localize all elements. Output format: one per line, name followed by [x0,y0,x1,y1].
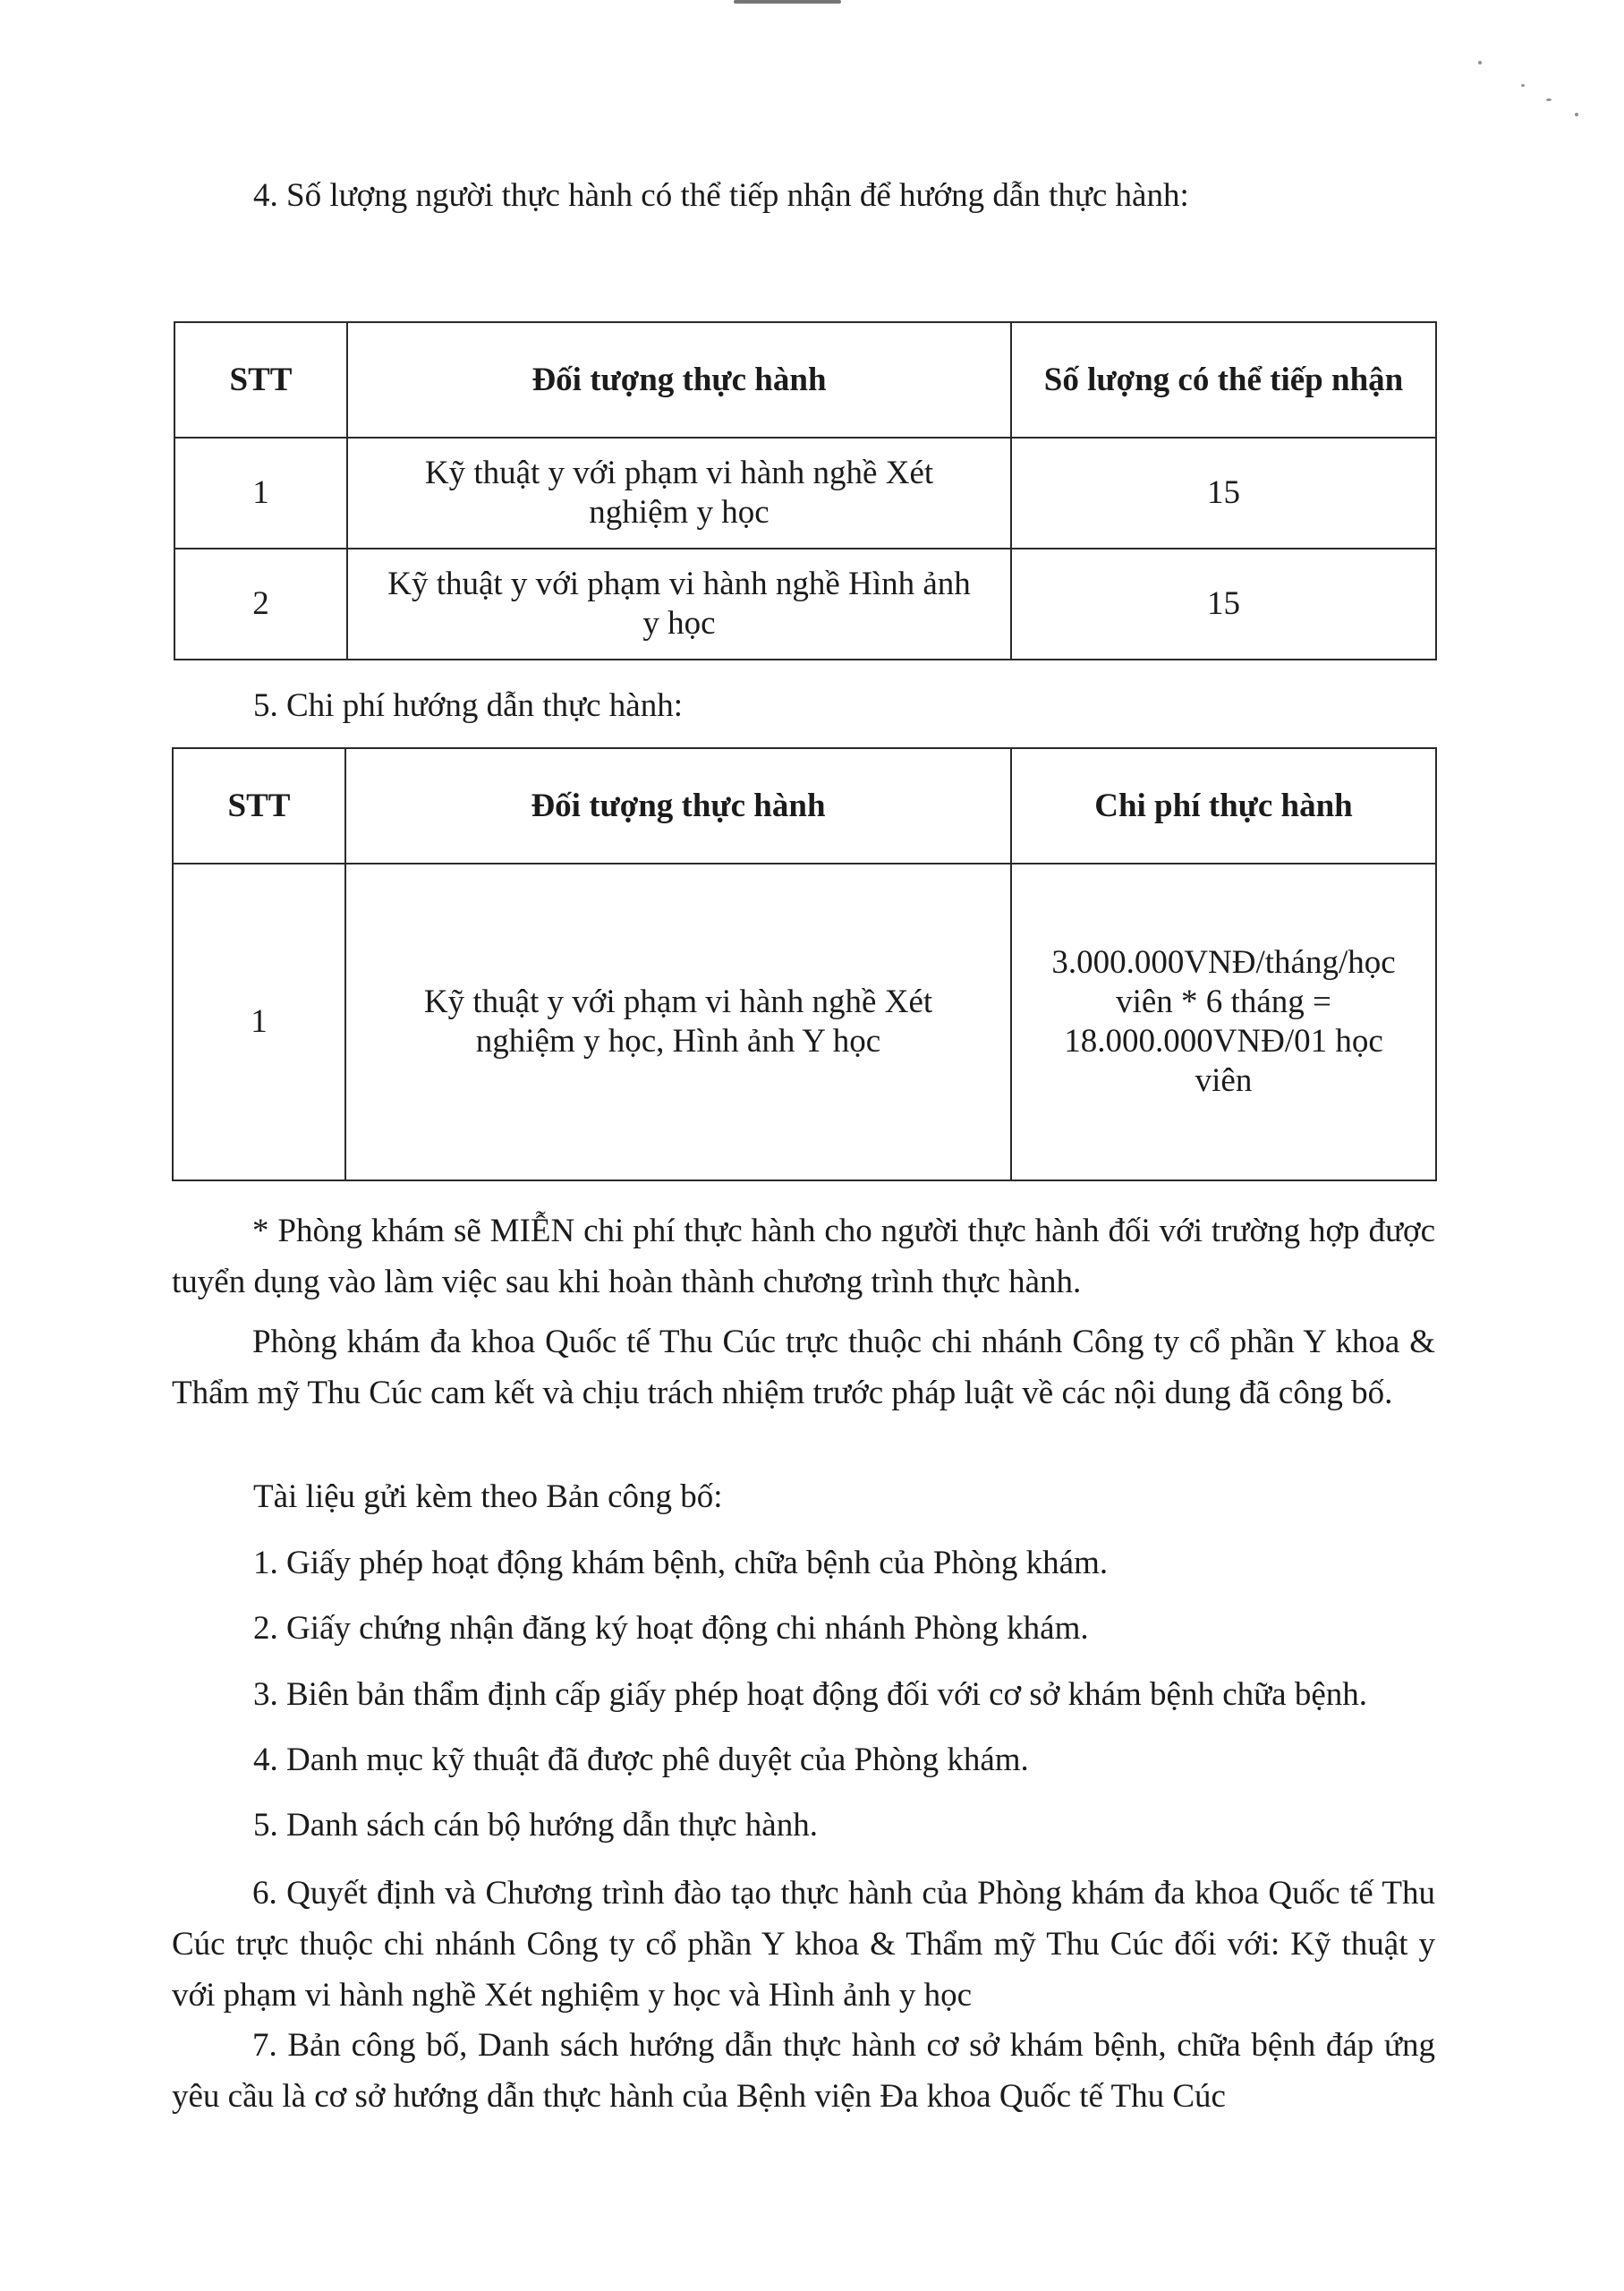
commitment-paragraph: Phòng khám đa khoa Quốc tế Thu Cúc trực thuộc chi nhánh Công ty cổ phần Y khoa & Thẩm mỹ Thu Cúc cam kết và chịu trách nhiệm trước pháp luật về các nội dung đã công bố. [172,1324,1435,1411]
section-5-heading: 5. Chi phí hướng dẫn thực hành: [253,687,683,724]
scan-speck [1575,113,1578,116]
table-header-row [173,748,1436,864]
cell-stt: 1 [173,864,345,1180]
header-stt: STT [173,748,345,864]
cell-subject: Kỹ thuật y với phạm vi hành nghề Xét nghiệm y học, Hình ảnh Y học [345,864,1011,1180]
scan-artifact-top [734,0,841,4]
cell-stt: 1 [174,438,347,549]
exemption-note: * Phòng khám sẽ MIỄN chi phí thực hành cho người thực hành đối với trường hợp được tuyển dụng vào làm việc sau khi hoàn thành chương trình thực hành. [172,1213,1435,1300]
capacity-table [174,321,1437,660]
attachment-item: 2. Giấy chứng nhận đăng ký hoạt động chi nhánh Phòng khám. [253,1610,1089,1647]
attachments-intro: Tài liệu gửi kèm theo Bản công bố: [253,1478,723,1515]
header-subject: Đối tượng thực hành [347,322,1011,438]
table-row [174,438,1436,549]
scan-speck [1478,61,1482,64]
cell-capacity: 15 [1011,549,1436,660]
attachment-item: 7. Bản công bố, Danh sách hướng dẫn thực hành cơ sở khám bệnh, chữa bệnh đáp ứng yêu cầu là cơ sở hướng dẫn thực hành của Bệnh viện Đa khoa Quốc tế Thu Cúc [172,2027,1435,2115]
table-header-row [174,322,1436,438]
scan-speck [1521,84,1525,87]
section-4-heading: 4. Số lượng người thực hành có thể tiếp nhận để hướng dẫn thực hành: [253,177,1189,214]
cell-cost: 3.000.000VNĐ/tháng/học viên * 6 tháng = 18.000.000VNĐ/01 học viên [1011,864,1436,1180]
cell-capacity: 15 [1011,438,1436,549]
cell-subject: Kỹ thuật y với phạm vi hành nghề Hình ảnh y học [347,549,1011,660]
table-row [174,549,1436,660]
table-row [173,864,1436,1180]
cell-subject: Kỹ thuật y với phạm vi hành nghề Xét nghiệm y học [347,438,1011,549]
attachment-item: 4. Danh mục kỹ thuật đã được phê duyệt của Phòng khám. [253,1742,1029,1778]
scan-speck [1546,98,1552,101]
header-cost: Chi phí thực hành [1011,748,1436,864]
attachment-item: 3. Biên bản thẩm định cấp giấy phép hoạt động đối với cơ sở khám bệnh chữa bệnh. [253,1676,1368,1713]
attachment-item: 6. Quyết định và Chương trình đào tạo thực hành của Phòng khám đa khoa Quốc tế Thu Cúc trực thuộc chi nhánh Công ty cổ phần Y khoa & Thẩm mỹ Thu Cúc đối với: Kỹ thuật y với phạm vi hành nghề Xét nghiệm y học và Hình ảnh y học [172,1875,1435,2014]
cost-table [172,747,1437,1181]
attachment-item: 1. Giấy phép hoạt động khám bệnh, chữa bệnh của Phòng khám. [253,1545,1109,1581]
cell-stt: 2 [174,549,347,660]
header-subject: Đối tượng thực hành [345,748,1011,864]
header-stt: STT [174,322,347,438]
header-capacity: Số lượng có thể tiếp nhận [1011,322,1436,438]
attachment-item: 5. Danh sách cán bộ hướng dẫn thực hành. [253,1807,818,1844]
